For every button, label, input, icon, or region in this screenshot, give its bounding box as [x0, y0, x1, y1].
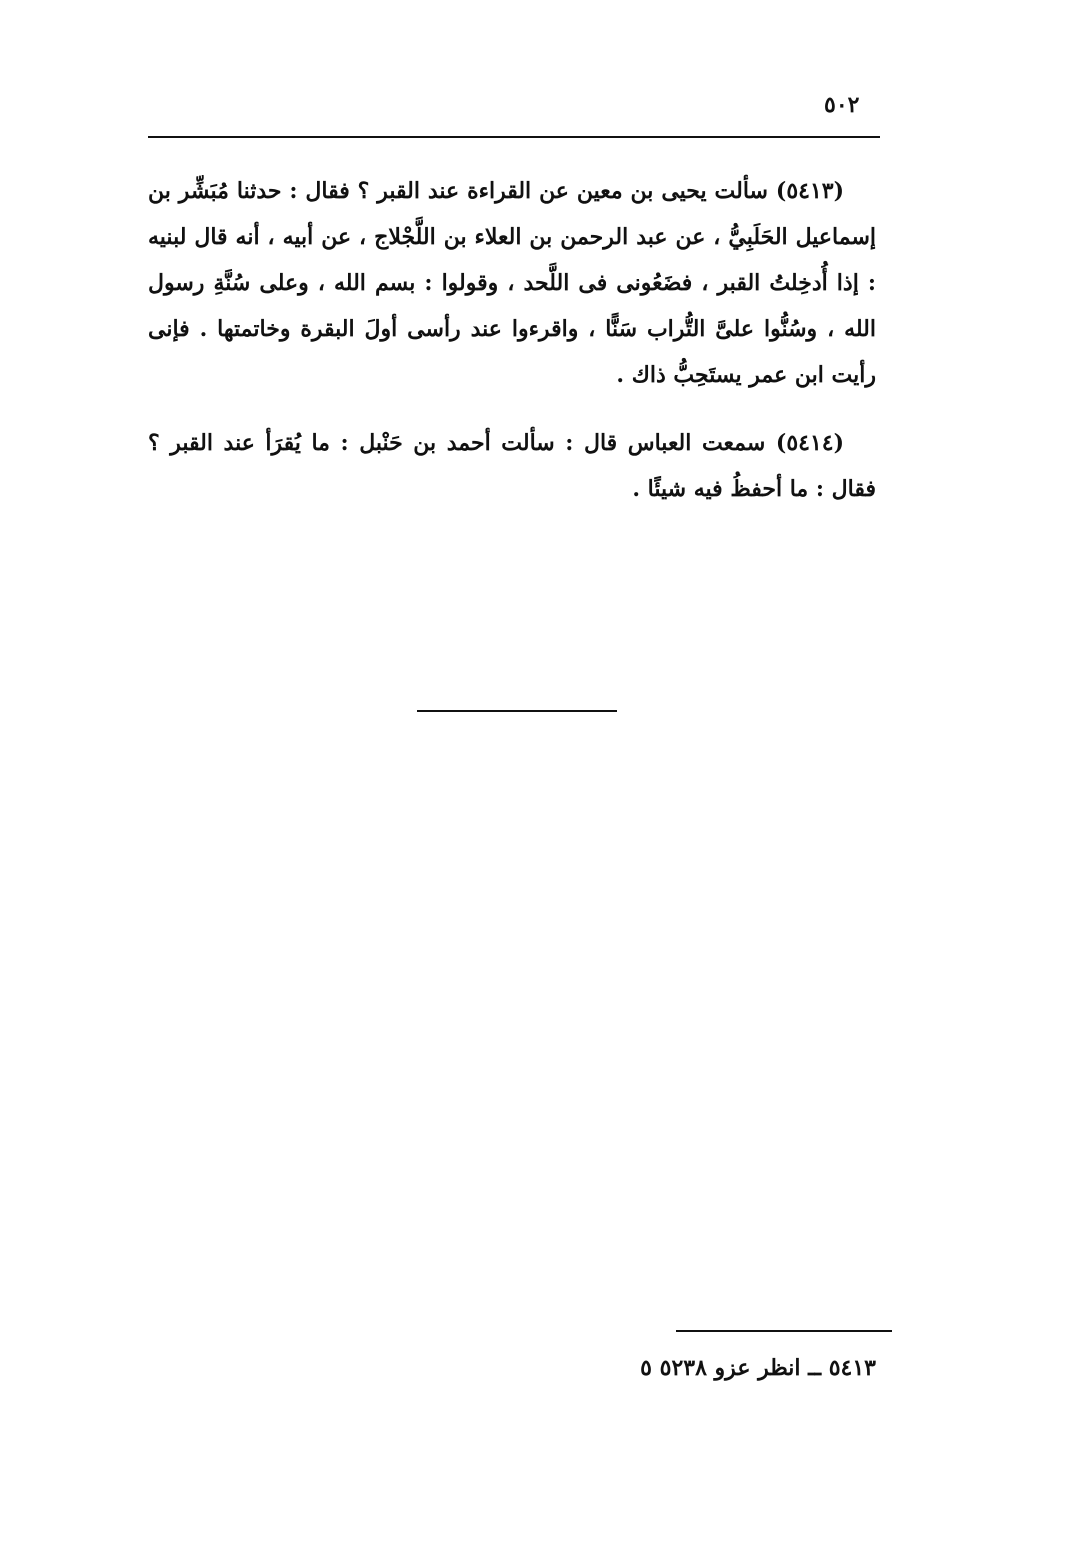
- footnote-rule: [676, 1330, 892, 1332]
- section-end-rule: [417, 710, 617, 712]
- paragraph-5414: [148, 420, 876, 512]
- paragraph-number: (٥٤١٣): [775, 178, 844, 204]
- page-number: ٥٠٢: [824, 92, 860, 118]
- paragraph-text: سمعت العباس قال : سألت أحمد بن حَنْبل : ما يُقرَأ عند القبر ؟ فقال : ما أحفظُ فيه شيئًا .: [148, 430, 876, 502]
- paragraph-5413: [148, 168, 876, 398]
- paragraph-number: (٥٤١٤): [775, 430, 844, 456]
- main-text: [148, 168, 876, 534]
- header-rule: [148, 136, 880, 138]
- paragraph-text: سألت يحيى بن معين عن القراءة عند القبر ؟ فقال : حدثنا مُبَشِّر بن إسماعيل الحَلَبِيُّ ، عن عبد الرحمن بن العلاء بن اللَّجْلاج ، عن أبيه ، أنه قال لبنيه : إذا أُدخِلتُ القبر ، فضَعُونى فى اللَّحد ، وقولوا : بسم الله ، وعلى سُنَّةِ رسول الله ، وسُنُّوا علىَّ التُّراب سَنًّا ، واقرءوا عند رأسى أولَ البقرة وخاتمتها . فإنى رأيت ابن عمر يستَحِبُّ ذاك .: [148, 178, 876, 388]
- footnote: ٥٤١٣ ــ انظر عزو ٥٢٣٨ ٥: [640, 1355, 876, 1381]
